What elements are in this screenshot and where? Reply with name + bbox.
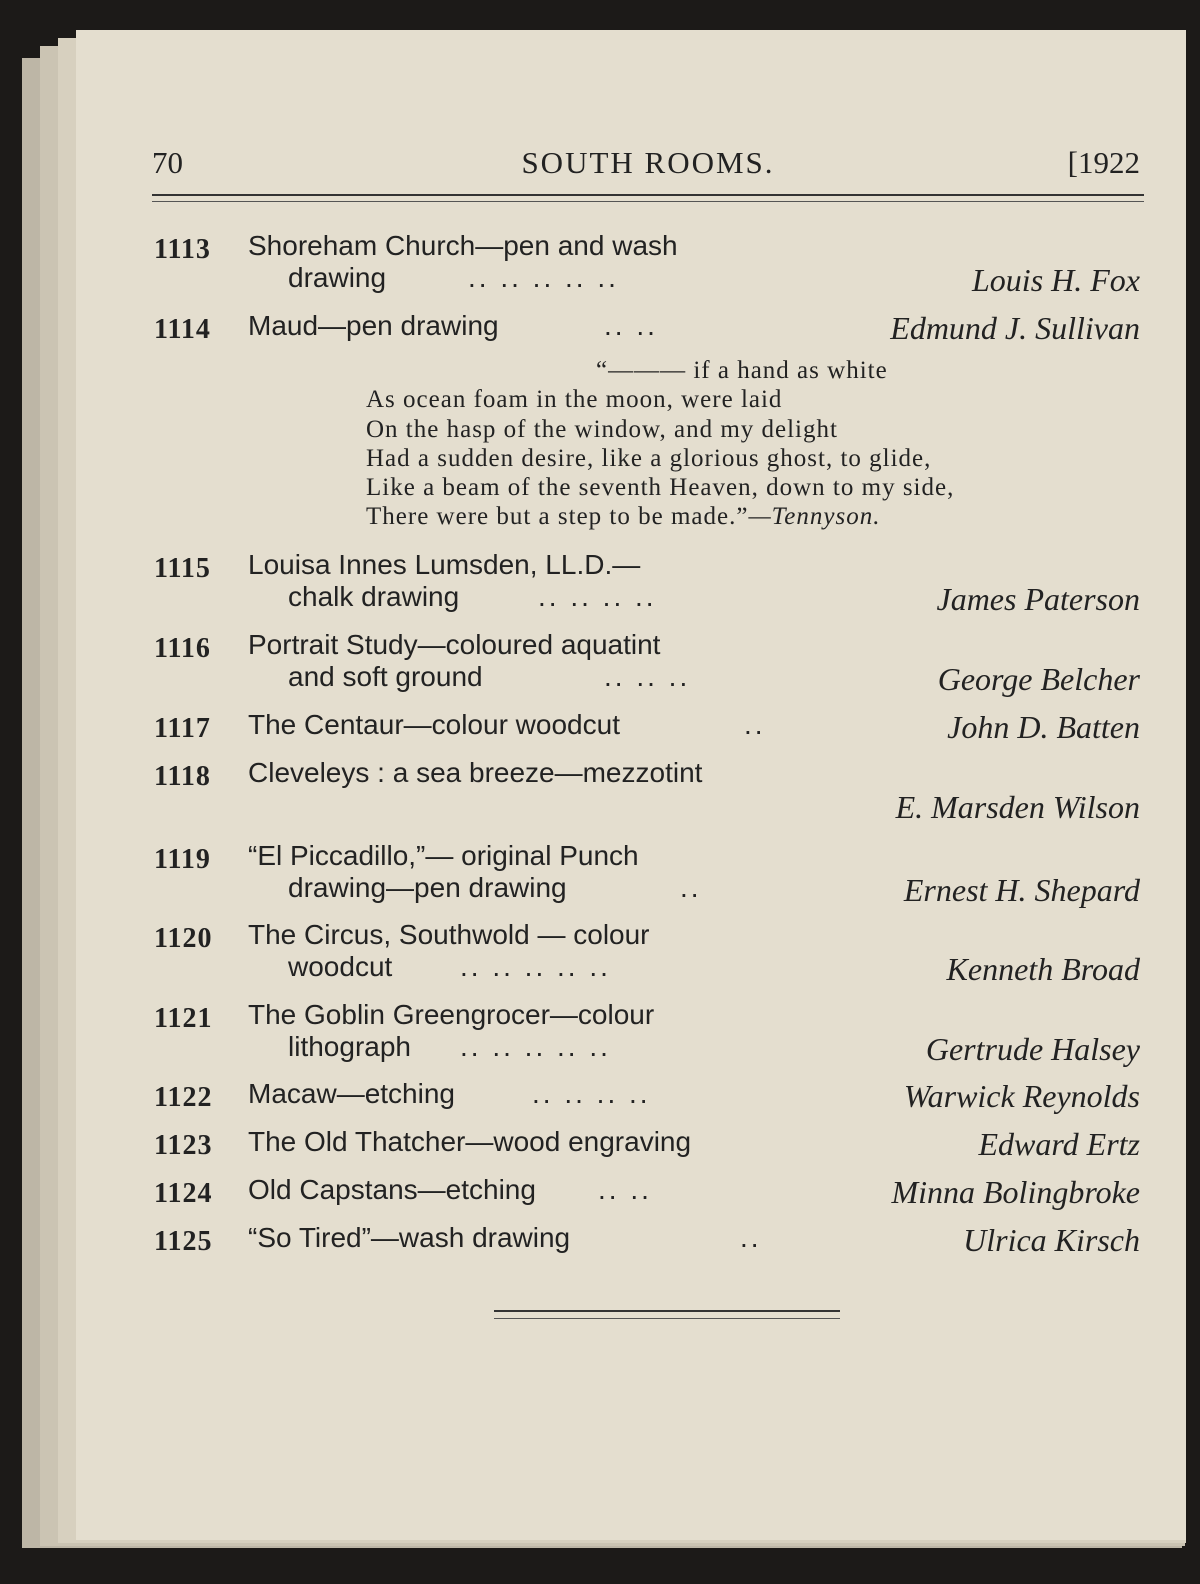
entry-number: 1121	[154, 1003, 213, 1034]
entry-title-cont: and soft ground	[288, 661, 483, 692]
leader-dots: .. .. .. .. ..	[460, 951, 611, 982]
entry-number: 1119	[154, 844, 211, 875]
entry-title: Maud—pen drawing	[248, 310, 499, 341]
entry-title: Old Capstans—etching	[248, 1174, 536, 1205]
leader-dots: .. ..	[598, 1174, 652, 1205]
header-rule-thin	[152, 201, 1144, 202]
entry-title: The Goblin Greengrocer—colour	[248, 999, 655, 1030]
entry-number: 1117	[154, 713, 211, 744]
poem-line: Had a sudden desire, like a glorious ghost, to glide,	[366, 444, 932, 472]
leader-dots: .. ..	[604, 310, 658, 341]
artist-name: Edward Ertz	[978, 1126, 1140, 1162]
leader-dots: .. .. .. .. ..	[460, 1031, 611, 1062]
poem-line: On the hasp of the window, and my delight	[366, 415, 838, 443]
artist-name: James Paterson	[936, 581, 1140, 617]
end-rule	[494, 1310, 840, 1312]
entry-number: 1120	[154, 923, 213, 954]
artist-name: Louis H. Fox	[972, 262, 1140, 298]
artist-name: Ernest H. Shepard	[903, 872, 1140, 908]
artist-name: John D. Batten	[947, 709, 1140, 745]
artist-name: Minna Bolingbroke	[891, 1174, 1140, 1210]
page-title: SOUTH ROOMS.	[521, 145, 775, 180]
leader-dots: ..	[744, 709, 766, 740]
entry-number: 1125	[154, 1226, 213, 1257]
entry-title: Cleveleys : a sea breeze—mezzotint	[248, 757, 703, 788]
entry-number: 1115	[154, 553, 211, 584]
year: [1922	[1067, 145, 1140, 180]
artist-name: George Belcher	[937, 661, 1140, 697]
entry-title-cont: woodcut	[288, 951, 393, 982]
entry-title-cont: drawing	[288, 262, 387, 293]
artist-name: Warwick Reynolds	[903, 1078, 1140, 1114]
entry-title: Portrait Study—coloured aquatint	[248, 629, 661, 660]
running-header	[152, 145, 1144, 189]
entry-title: Shoreham Church—pen and wash	[248, 230, 678, 261]
entry-title-cont: lithograph	[288, 1031, 411, 1062]
leader-dots: ..	[740, 1222, 762, 1253]
entry-title: Louisa Innes Lumsden, LL.D.—	[248, 549, 641, 580]
entry-number: 1113	[154, 234, 211, 265]
entry-title: The Circus, Southwold — colour	[248, 919, 650, 950]
poem-line: Like a beam of the seventh Heaven, down to my side,	[366, 474, 955, 502]
entry-title: “So Tired”—wash drawing	[248, 1222, 571, 1253]
entry-number: 1123	[154, 1130, 213, 1161]
entry-number: 1124	[154, 1178, 213, 1209]
page-number: 70	[152, 145, 183, 180]
header-rule	[152, 194, 1144, 196]
entry-number: 1118	[154, 761, 211, 792]
artist-name: Edmund J. Sullivan	[890, 310, 1140, 346]
artist-name: Gertrude Halsey	[925, 1031, 1140, 1067]
poem-line: There were but a step to be made.”	[366, 503, 749, 531]
end-rule-thin	[494, 1318, 840, 1319]
poem-line: As ocean foam in the moon, were laid	[366, 386, 783, 414]
leader-dots: .. .. .. ..	[538, 581, 657, 612]
entry-title: The Old Thatcher—wood engraving	[248, 1126, 692, 1157]
poem-quotation	[366, 357, 1126, 533]
entry-number: 1122	[154, 1082, 213, 1113]
entry-title-cont: drawing—pen drawing	[288, 872, 567, 903]
artist-name: Kenneth Broad	[946, 951, 1140, 987]
poem-citation: —Tennyson.	[748, 503, 881, 531]
artist-name: Ulrica Kirsch	[963, 1222, 1140, 1258]
entry-title: Macaw—etching	[248, 1078, 455, 1109]
leader-dots: .. .. ..	[604, 661, 691, 692]
entry-title-cont: chalk drawing	[288, 581, 460, 612]
leader-dots: .. .. .. ..	[532, 1078, 651, 1109]
poem-line-last	[366, 503, 1126, 532]
poem-line: “——— if a hand as white	[596, 357, 888, 384]
artist-name: E. Marsden Wilson	[895, 789, 1140, 825]
entry-number: 1114	[154, 314, 211, 345]
entry-title: “El Piccadillo,”— original Punch	[248, 840, 639, 871]
leader-dots: .. .. .. .. ..	[468, 262, 619, 293]
entry-number: 1116	[154, 633, 211, 664]
entry-title: The Centaur—colour woodcut	[248, 709, 620, 740]
leader-dots: ..	[680, 872, 702, 903]
